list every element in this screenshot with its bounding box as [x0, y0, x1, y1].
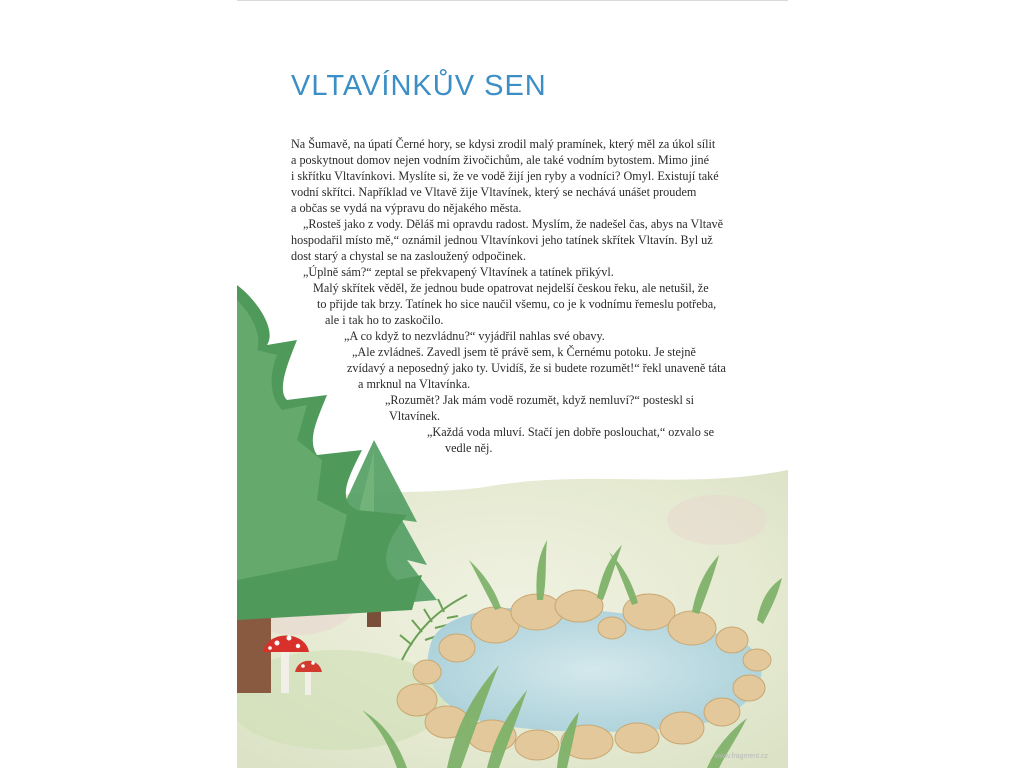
- story-line: to přijde tak brzy. Tatínek ho sice naučil všemu, co je k vodnímu řemeslu potřeba,: [317, 297, 717, 311]
- story-line: Na Šumavě, na úpatí Černé hory, se kdysi zrodil malý pramínek, který měl za úkol sílit: [291, 137, 716, 151]
- book-page: [237, 0, 788, 768]
- story-line: ale i tak ho to zaskočilo.: [325, 313, 444, 327]
- story-line: „A co když to nezvládnu?“ vyjádřil nahlas své obavy.: [344, 329, 605, 343]
- story-line: hospodařil místo mě,“ oznámil jednou Vltavínkovi jeho tatínek skřítek Vltavín. Byl už: [291, 233, 713, 247]
- story-line: „Rozumět? Jak mám vodě rozumět, když nemluví?“ posteskl si: [385, 393, 695, 407]
- story-line: „Každá voda mluví. Stačí jen dobře poslouchat,“ ozvalo se: [427, 425, 714, 439]
- story-line: a mrknul na Vltavínka.: [358, 377, 471, 391]
- forest-pond-illustration: [237, 0, 788, 768]
- mushroom-stem: [281, 648, 289, 693]
- story-line: Malý skřítek věděl, že jednou bude opatrovat nejdelší českou řeku, ale netušil, že: [313, 281, 709, 295]
- story-line: a občas se vydá na výpravu do nějakého města.: [291, 201, 522, 215]
- story-line: vedle něj.: [445, 441, 493, 455]
- mushroom-stem: [305, 668, 311, 695]
- story-line: i skřítku Vltavínkovi. Myslíte si, že ve vodě žijí jen ryby a vodníci? Omyl. Existují také: [291, 169, 719, 183]
- story-line: a poskytnout domov nejen vodním živočichům, ale také vodním bytostem. Mimo jiné: [291, 153, 710, 167]
- story-line: „Ale zvládneš. Zavedl jsem tě právě sem, k Černému potoku. Je stejně: [352, 345, 696, 359]
- story-title: VLTAVÍNKŮV SEN: [291, 70, 547, 102]
- pink-ground-patch: [667, 495, 767, 545]
- story-line: zvídavý a neposedný jako ty. Uvidíš, že si budete rozumět!“ řekl unaveně táta: [347, 361, 726, 375]
- story-line: Vltavínek.: [389, 409, 441, 423]
- watermark: www.fragment.cz: [714, 753, 768, 760]
- story-line: „Úplně sám?“ zeptal se překvapený Vltavínek a tatínek přikývl.: [303, 265, 614, 279]
- story-line: vodní skřítci. Například ve Vltavě žije Vltavínek, který se nechává unášet proudem: [291, 185, 697, 199]
- story-line: dost starý a chystal se na zasloužený odpočinek.: [291, 249, 526, 263]
- story-line: „Rosteš jako z vody. Děláš mi opravdu radost. Myslím, že nadešel čas, abys na Vltavě: [303, 217, 724, 231]
